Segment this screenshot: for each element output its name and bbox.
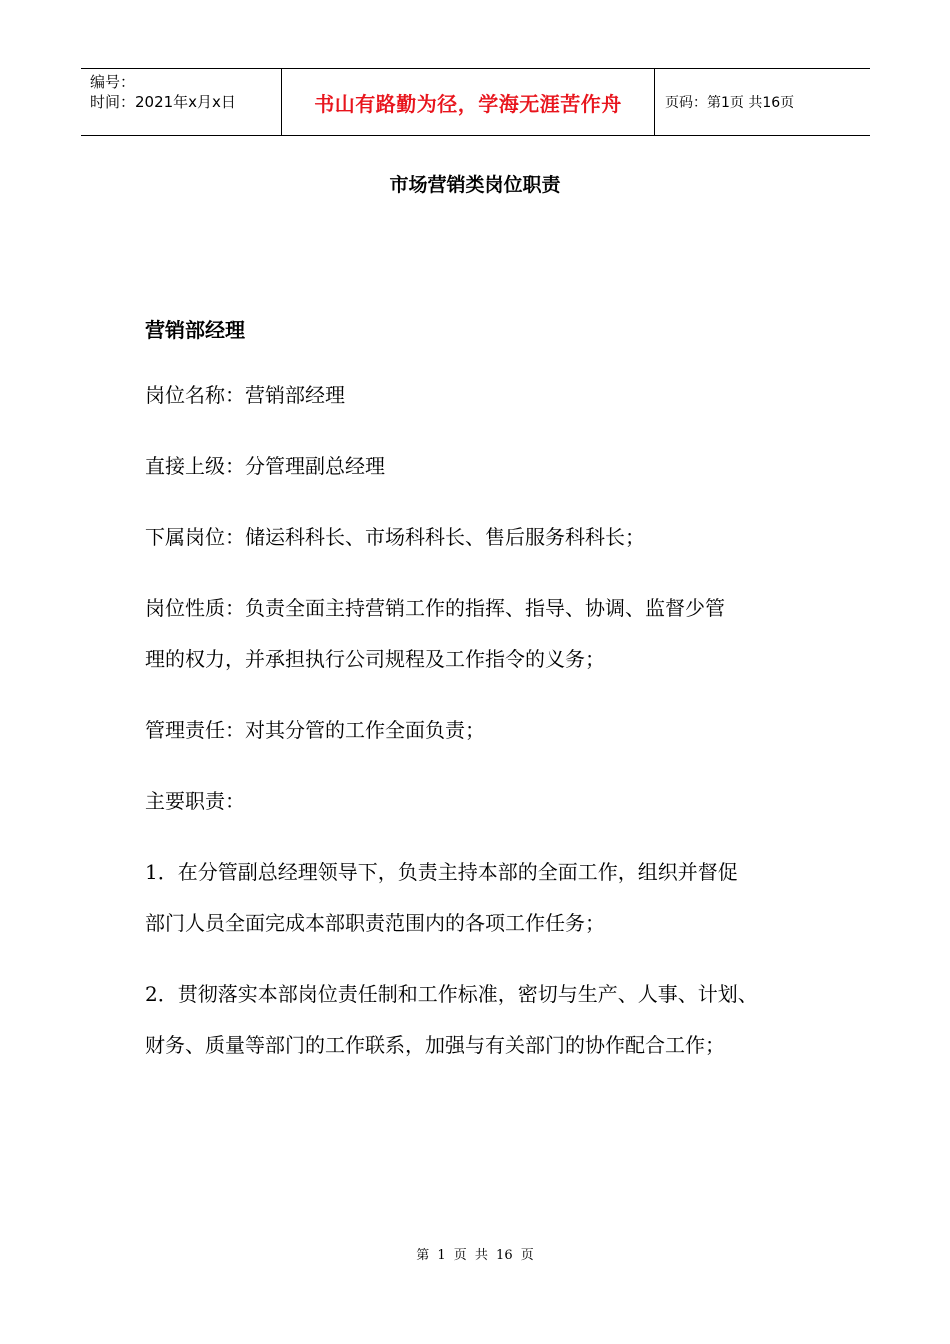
document-title: 市场营销类岗位职责 (389, 174, 561, 196)
header-motto-cell (281, 69, 655, 135)
position-nature-line-1: 岗位性质：负责全面主持营销工作的指挥、指导、协调、监督少管 (145, 596, 725, 620)
page-header (81, 68, 870, 136)
duty-item-1-line-1: 1．在分管副总经理领导下，负责主持本部的全面工作，组织并督促 (145, 860, 738, 884)
duty-item-2-line-1: 2．贯彻落实本部岗位责任制和工作标准，密切与生产、人事、计划、 (145, 982, 758, 1006)
document-body (145, 310, 835, 1091)
header-time-label: 时间：2021年x月x日 (90, 93, 236, 111)
header-motto: 书山有路勤为径，学海无涯苦作舟 (314, 91, 622, 116)
header-number-label: 编号： (90, 73, 136, 91)
subordinates: 下属岗位：储运科科长、市场科科长、售后服务科科长； (145, 525, 645, 549)
section-heading: 营销部经理 (145, 318, 245, 342)
duty-item-2 (145, 969, 835, 1071)
header-meta-cell (81, 69, 281, 135)
page-footer: 第 1 页 共 16 页 (416, 1248, 534, 1263)
header-page-info: 页码：第1页 共16页 (665, 95, 795, 111)
duty-item-2-line-2: 财务、质量等部门的工作联系，加强与有关部门的协作配合工作； (145, 1033, 725, 1057)
position-nature (145, 583, 835, 685)
position-nature-line-2: 理的权力，并承担执行公司规程及工作指令的义务； (145, 647, 605, 671)
duty-item-1-line-2: 部门人员全面完成本部职责范围内的各项工作任务； (145, 911, 605, 935)
management-responsibility: 管理责任：对其分管的工作全面负责； (145, 718, 485, 742)
main-duties-label: 主要职责： (145, 789, 245, 813)
position-name: 岗位名称：营销部经理 (145, 383, 345, 407)
header-page-cell (655, 69, 870, 135)
duty-item-1 (145, 847, 835, 949)
direct-superior: 直接上级：分管理副总经理 (145, 454, 385, 478)
